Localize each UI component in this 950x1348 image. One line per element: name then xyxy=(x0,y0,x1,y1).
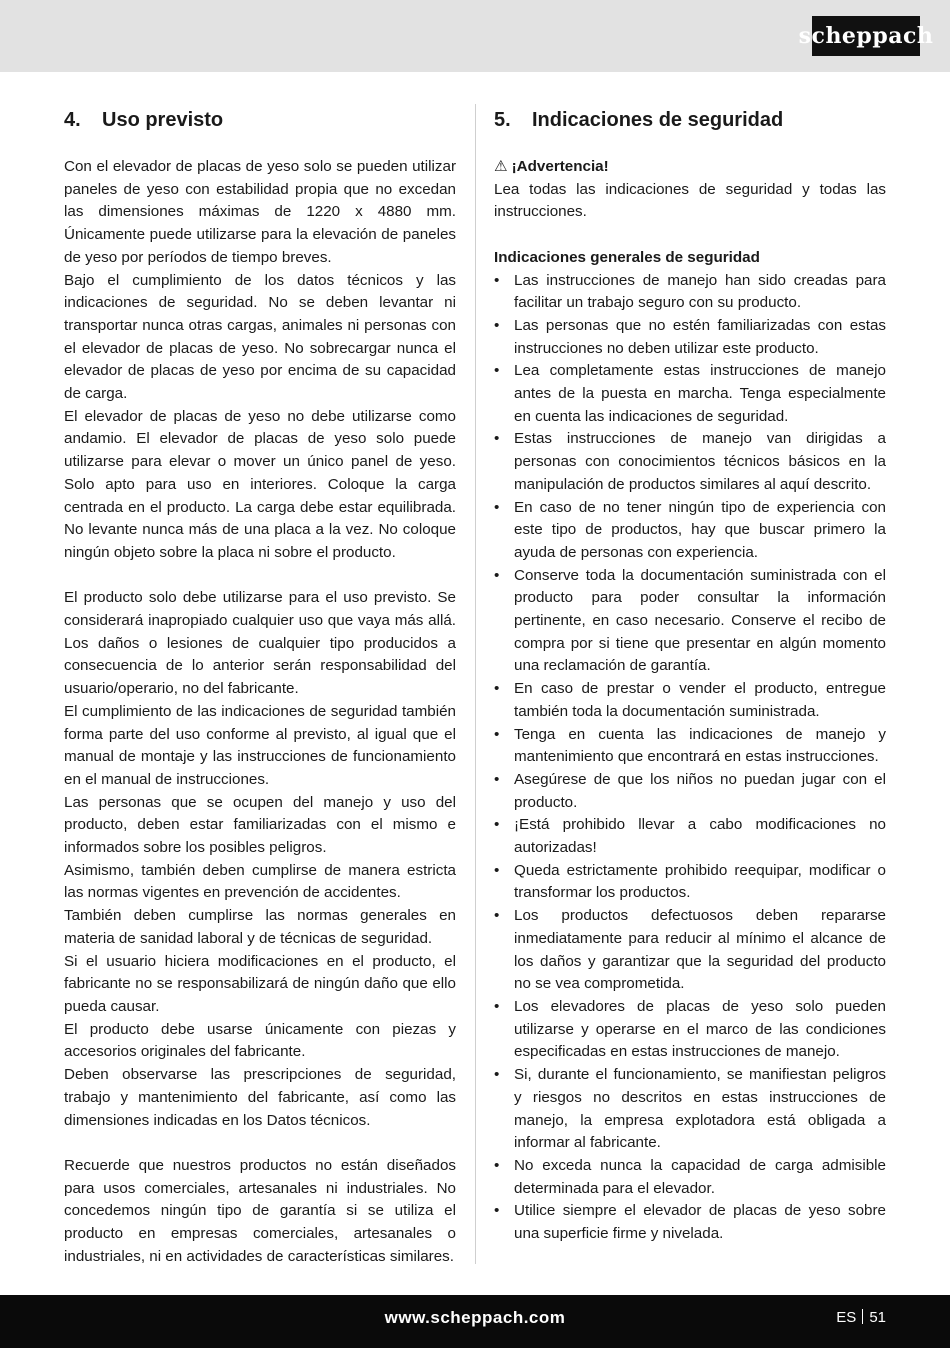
list-item: • Estas instrucciones de manejo van dirigidas a personas con conocimientos técnicos básicos en la manipulación de productos similares al aquí descrito. xyxy=(494,428,886,496)
list-item: • Tenga en cuenta las indicaciones de manejo y mantenimiento que encontrará en estas instrucciones. xyxy=(494,724,886,769)
section-heading-intended-use xyxy=(64,100,456,140)
list-item: • En caso de prestar o vender el producto, entregue también toda la documentación suministrada. xyxy=(494,678,886,723)
warning-title: ¡Advertencia! xyxy=(511,158,609,175)
column-divider xyxy=(475,104,476,1264)
paragraph: El cumplimiento de las indicaciones de seguridad también forma parte del uso conforme al previsto, al igual que el manual de montaje y las instrucciones de funcionamiento en el manual de instrucciones. xyxy=(64,702,456,788)
header-band xyxy=(0,0,950,72)
paragraph: El producto debe usarse únicamente con piezas y accesorios originales del fabricante. xyxy=(64,1020,456,1061)
warning-triangle-icon: ⚠ xyxy=(494,158,508,175)
page-number: 51 xyxy=(869,1309,886,1326)
list-item: • No exceda nunca la capacidad de carga admisible determinada para el elevador. xyxy=(494,1155,886,1200)
paragraph: El elevador de placas de yeso no debe utilizarse como andamio. El elevador de placas de yeso solo puede utilizarse para elevar o mover un único panel de yeso. Solo apto para uso en interiores. Coloque la carga centrada en el producto. La carga debe estar equilibrada. No levante nunca más de una placa a la vez. No coloque ningún objeto sobre la placa ni sobre el producto. xyxy=(64,407,456,561)
list-item: • Queda estrictamente prohibido reequipar, modificar o transformar los productos. xyxy=(494,860,886,905)
page-indicator xyxy=(836,1295,886,1341)
list-item: • Los productos defectuosos deben repararse inmediatamente para reducir al mínimo el alcance de los daños y garantizar que la seguridad del producto no se vea comprometida. xyxy=(494,905,886,996)
page-footer xyxy=(0,1295,950,1348)
section-body xyxy=(494,156,886,1246)
list-item: • Las personas que no estén familiarizadas con estas instrucciones no deben utilizar este producto. xyxy=(494,315,886,360)
list-item: • Utilice siempre el elevador de placas de yeso sobre una superficie firme y nivelada. xyxy=(494,1200,886,1245)
general-safety-heading: Indicaciones generales de seguridad xyxy=(494,248,760,266)
section-number: 4. xyxy=(64,109,81,131)
section-title: Indicaciones de seguridad xyxy=(532,109,784,131)
paragraph: Si el usuario hiciera modificaciones en el producto, el fabricante no se responsabilizará de ningún daño que ello pueda causar. xyxy=(64,952,456,1015)
section-number: 5. xyxy=(494,109,511,131)
section-body xyxy=(64,156,456,1268)
paragraph: Deben observarse las prescripciones de seguridad, trabajo y mantenimiento del fabricante, así como las dimensiones indicadas en los Datos técnicos. xyxy=(64,1066,456,1129)
list-item: • ¡Está prohibido llevar a cabo modificaciones no autorizadas! xyxy=(494,814,886,859)
list-item: • Conserve toda la documentación suministrada con el producto para poder consultar la información pertinente, en caso necesario. Conserve el recibo de compra por si tiene que presentar en algún momento una reclamación de garantía. xyxy=(494,565,886,679)
list-item: • Las instrucciones de manejo han sido creadas para facilitar un trabajo seguro con su producto. xyxy=(494,270,886,315)
list-item: • Lea completamente estas instrucciones de manejo antes de la puesta en marcha. Tenga especialmente en cuenta las indicaciones de seguridad. xyxy=(494,360,886,428)
warning-text: Lea todas las indicaciones de seguridad y todas las instrucciones. xyxy=(494,180,886,221)
paragraph: Asimismo, también deben cumplirse de manera estricta las normas vigentes en prevención de accidentes. xyxy=(64,861,456,902)
section-intended-use xyxy=(64,100,456,1268)
scheppach-logo: scheppach xyxy=(812,16,920,56)
section-title: Uso previsto xyxy=(102,109,224,131)
paragraph: Recuerde que nuestros productos no están diseñados para usos comerciales, artesanales ni industriales. No concedemos ningún tipo de garantía si se utiliza el producto en empresas comerciales, artesanales o industriales, ni en actividades de características similares. xyxy=(64,1156,456,1265)
language-code: ES xyxy=(836,1309,857,1326)
separator xyxy=(862,1309,863,1324)
paragraph: Las personas que se ocupen del manejo y uso del producto, deben estar familiarizadas con el mismo e informados sobre los posibles peligros. xyxy=(64,793,456,857)
paragraph: También deben cumplirse las normas generales en materia de sanidad laboral y de técnicas de seguridad. xyxy=(64,907,456,947)
safety-list xyxy=(494,270,886,1246)
list-item: • Asegúrese de que los niños no puedan jugar con el producto. xyxy=(494,769,886,814)
paragraph: Bajo el cumplimiento de los datos técnicos y las indicaciones de seguridad. No se deben levantar ni transportar nunca otras cargas, animales ni personas con el elevador de placas de yeso. No sobrecargar nunca el elevador de placas de yeso por encima de su capacidad de carga. xyxy=(64,271,456,403)
website-link[interactable]: www.scheppach.com xyxy=(384,1308,566,1327)
paragraph: Con el elevador de placas de yeso solo se pueden utilizar paneles de yeso con estabilidad propia que no excedan las dimensiones máximas de 1220 x 4880 mm. Únicamente puede utilizarse para la elevación de paneles de yeso por períodos de tiempo breves. xyxy=(64,158,456,266)
section-safety xyxy=(494,100,886,1246)
list-item: • En caso de no tener ningún tipo de experiencia con este tipo de productos, hay que buscar primero la ayuda de personas con experiencia. xyxy=(494,497,886,565)
list-item: • Los elevadores de placas de yeso solo pueden utilizarse y operarse en el marco de las condiciones especificadas en estas instrucciones de manejo. xyxy=(494,996,886,1064)
list-item: • Si, durante el funcionamiento, se manifiestan peligros y riesgos no descritos en estas instrucciones de manejo, la empresa explotadora está obligada a informar al fabricante. xyxy=(494,1064,886,1155)
warning-heading xyxy=(494,156,886,179)
section-heading-safety xyxy=(494,100,886,140)
paragraph: El producto solo debe utilizarse para el uso previsto. Se considerará inapropiado cualquier uso que vaya más allá. Los daños o lesiones de cualquier tipo producidos a consecuencia de lo anterior serán responsabilidad del usuario/operario, no del fabricante. xyxy=(64,589,456,698)
